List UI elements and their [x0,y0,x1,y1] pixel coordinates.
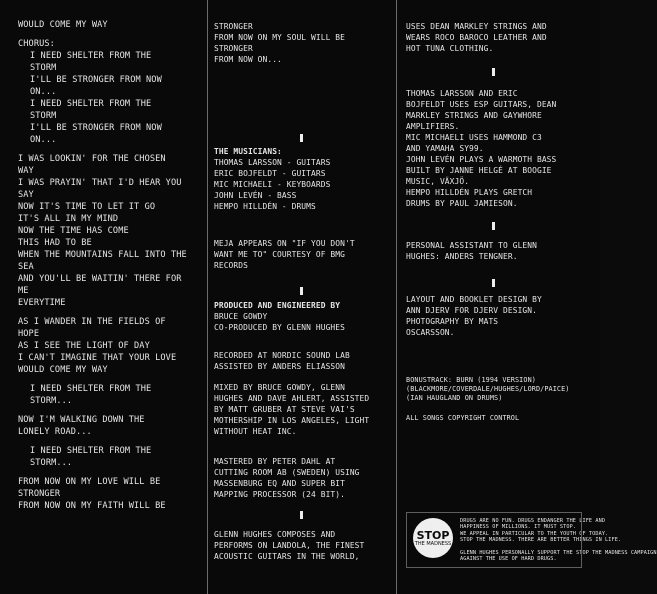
text-line: FROM NOW ON MY FAITH WILL BE [18,501,166,511]
text-line: (IAN HAUGLAND ON DRUMS) [406,394,503,402]
text-line: OSCARSSON. [406,328,455,337]
text-line: CUTTING ROOM AB (SWEDEN) USING [214,468,360,477]
text-line: GLENN HUGHES PERSONALLY SUPPORT THE STOP THE MADNESS CAMPAIGN [460,550,657,556]
column-divider-left [207,0,208,594]
text-line: WITHOUT HEAT INC. [214,427,297,436]
text-line: MARKLEY STRINGS AND GAYWHORE [406,111,542,120]
text-line: NOW THE TIME HAS COME [18,226,129,236]
text-line: JOHN LEVÉN PLAYS A WARMOTH BASS [406,155,557,164]
text-line: ASSISTED BY ANDERS ELIASSON [214,362,345,371]
text-line: MAPPING PROCESSOR (24 BIT). [214,490,345,499]
text-line: AS I SEE THE LIGHT OF DAY [18,341,150,351]
logo-bottom-text: THE MADNESS [414,540,452,547]
text-line: STORM [30,111,57,121]
text-line: FROM NOW ON MY LOVE WILL BE [18,477,161,487]
text-line: MIXED BY BRUCE GOWDY, GLENN [214,383,345,392]
text-line: FROM NOW ON... [214,55,282,64]
text-line: HUGHES AND DAVE AHLERT, ASSISTED [214,394,370,403]
separator-mark [492,68,495,76]
text-line: HEMPO HILLDÉN PLAYS GRETCH [406,188,533,197]
text-line: BUILT BY JANNE HELGÉ AT BOOGIE [406,166,552,175]
separator-mark [492,279,495,287]
text-line: IT'S ALL IN MY MIND [18,214,119,224]
text-line: AS I WANDER IN THE FIELDS OF [18,317,166,327]
text-line: WHEN THE MOUNTAINS FALL INTO THE [18,250,187,260]
text-line: STORM... [30,458,73,468]
text-line: WANT ME TO" COURTESY OF BMG [214,250,345,259]
text-line: RECORDS [214,261,248,270]
text-line: PERFORMS ON LANDOLA, THE FINEST [214,541,365,550]
credits-column [214,0,392,594]
text-line: (BLACKMORE/COVERDALE/HUGHES/LORD/PAICE) [406,385,570,393]
text-line: ERIC BOJFELDT - GUITARS [214,169,326,178]
text-line: AND YOU'LL BE WAITIN' THERE FOR [18,274,182,284]
text-line: MOTHERSHIP IN LOS ANGELES, LIGHT [214,416,370,425]
text-line: WOULD COME MY WAY [18,365,108,375]
text-line: I'LL BE STRONGER FROM NOW [30,75,162,85]
text-line: PRODUCED AND ENGINEERED BY [214,301,341,310]
separator-mark [492,222,495,230]
text-line: MASTERED BY PETER DAHL AT [214,457,336,466]
text-line: LONELY ROAD... [18,427,92,437]
text-line: I WAS PRAYIN' THAT I'D HEAR YOU [18,178,182,188]
text-line: SAY [18,190,34,200]
text-line: MEJA APPEARS ON "IF YOU DON'T [214,239,355,248]
text-line: MUSIC, VÄXJÖ. [406,177,470,186]
text-line: I NEED SHELTER FROM THE [30,384,152,394]
text-line: MIC MICHAELI USES HAMMOND C3 [406,133,542,142]
text-line: THIS HAD TO BE [18,238,92,248]
text-line: STORM... [30,396,73,406]
text-line: CO-PRODUCED BY GLENN HUGHES [214,323,345,332]
text-line: HUGHES: ANDERS TENGNER. [406,252,518,261]
text-line: HEMPO HILLDÉN - DRUMS [214,202,316,211]
text-line: I WAS LOOKIN' FOR THE CHOSEN [18,154,166,164]
text-line: NOW I'M WALKING DOWN THE [18,415,145,425]
separator-mark [300,511,303,519]
text-line: STRONGER [214,22,253,31]
text-line: I'LL BE STRONGER FROM NOW [30,123,162,133]
text-line: DRUGS ARE NO FUN. DRUGS ENDANGER THE LIFE AND [460,518,606,524]
text-line: JOHN LEVÉN - BASS [214,191,297,200]
text-line: ANN DJERV FOR DJERV DESIGN. [406,306,537,315]
notes-column [398,0,657,594]
text-line: BONUSTRACK: BURN (1994 VERSION) [406,376,536,384]
text-line: SEA [18,262,34,272]
text-line: ON... [30,87,57,97]
text-line: ME [18,286,29,296]
text-line: MASSENBURG EQ AND SUPER BIT [214,479,345,488]
text-line: AMPLIFIERS. [406,122,460,131]
text-line: PERSONAL ASSISTANT TO GLENN [406,241,537,250]
text-line: WE APPEAL IN PARTICULAR TO THE YOUTH OF TODAY. [460,530,609,537]
separator-mark [300,134,303,142]
text-line: AGAINST THE USE OF HARD DRUGS. [460,556,557,563]
text-line: GLENN HUGHES COMPOSES AND [214,530,336,539]
text-line: I NEED SHELTER FROM THE [30,446,152,456]
text-line: THOMAS LARSSON AND ERIC [406,89,518,98]
text-line: BY MATT GRUBER AT STEVE VAI'S [214,405,355,414]
text-line: USES DEAN MARKLEY STRINGS AND [406,22,547,31]
text-line: MIC MICHAELI - KEYBOARDS [214,180,331,189]
text-line: STRONGER [214,44,253,53]
text-line: I CAN'T IMAGINE THAT YOUR LOVE [18,353,177,363]
text-line: BRUCE GOWDY [214,312,268,321]
logo-top-text: STOP [416,528,450,542]
stop-the-madness-logo [413,518,453,558]
text-line: PHOTOGRAPHY BY MATS [406,317,499,326]
text-line: HOPE [18,329,40,339]
text-line: CHORUS: [18,39,55,49]
text-line: THOMAS LARSSON - GUITARS [214,158,331,167]
text-line: WAY [18,166,34,176]
text-line: RECORDED AT NORDIC SOUND LAB [214,351,350,360]
text-line: THE MUSICIANS: [214,147,282,156]
text-line: HOT TUNA CLOTHING. [406,44,494,53]
text-line: HAPPINESS OF MILLIONS. IT MUST STOP. [460,524,577,531]
text-line: LAYOUT AND BOOKLET DESIGN BY [406,295,542,304]
text-line: I NEED SHELTER FROM THE [30,99,152,109]
text-line: FROM NOW ON MY SOUL WILL BE [214,33,345,42]
column-divider-right [396,0,397,594]
text-line: WOULD COME MY WAY [18,20,108,30]
text-line: STORM [30,63,57,73]
text-line: NOW IT'S TIME TO LET IT GO [18,202,156,212]
text-line: DRUMS BY PAUL JAMIESON. [406,199,518,208]
text-line: WEARS ROCO BAROCO LEATHER AND [406,33,547,42]
text-line: STRONGER [18,489,61,499]
separator-mark [300,287,303,295]
lyrics-column [18,0,204,594]
text-line: ACOUSTIC GUITARS IN THE WORLD, [214,552,360,561]
text-line: ON... [30,135,57,145]
text-line: I NEED SHELTER FROM THE [30,51,152,61]
text-line: AND YAMAHA SY99. [406,144,484,153]
text-line: BOJFELDT USES ESP GUITARS, DEAN [406,100,557,109]
text-line: STOP THE MADNESS. THERE ARE BETTER THINGS IN LIFE. [460,537,622,544]
text-line: ALL SONGS COPYRIGHT CONTROL [406,414,520,422]
text-line: EVERYTIME [18,298,66,308]
